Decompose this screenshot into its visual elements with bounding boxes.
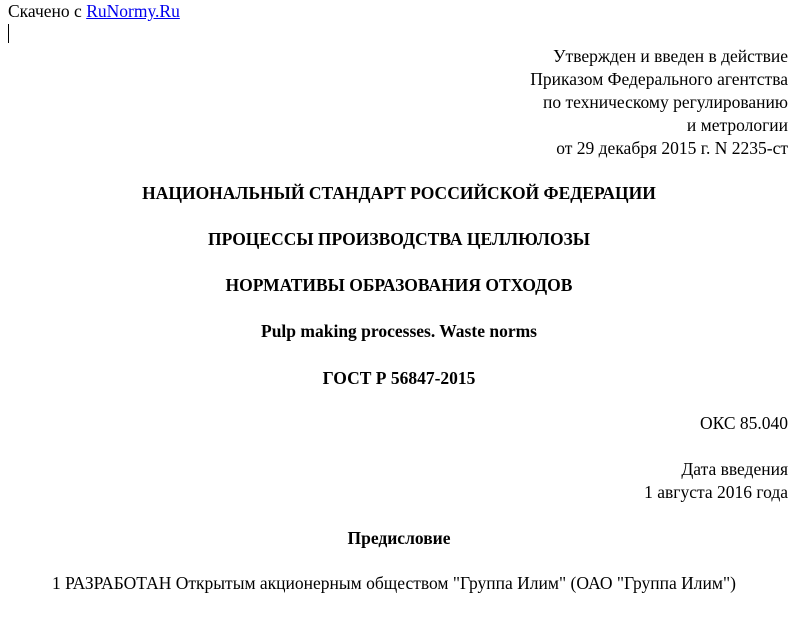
intro-date-value: 1 августа 2016 года bbox=[644, 482, 788, 502]
text-cursor bbox=[8, 24, 9, 43]
standard-title-line-2: НОРМАТИВЫ ОБРАЗОВАНИЯ ОТХОДОВ bbox=[225, 275, 573, 295]
approval-line: Приказом Федерального агентства bbox=[530, 69, 788, 89]
english-title: Pulp making processes. Waste norms bbox=[261, 321, 537, 341]
download-source-line bbox=[8, 0, 180, 22]
approval-line: по техническому регулированию bbox=[542, 92, 788, 112]
standard-title-line-1: ПРОЦЕССЫ ПРОИЗВОДСТВА ЦЕЛЛЮЛОЗЫ bbox=[208, 229, 590, 249]
approval-line: от 29 декабря 2015 г. N 2235-ст bbox=[556, 138, 788, 158]
foreword-item-1: 1 РАЗРАБОТАН Открытым акционерным обществом "Группа Илим" (ОАО "Группа Илим") bbox=[52, 573, 736, 593]
oks-code: ОКС 85.040 bbox=[699, 413, 788, 433]
foreword-title: Предисловие bbox=[347, 528, 451, 548]
intro-date-label: Дата введения bbox=[681, 459, 788, 479]
download-prefix: Скачено с bbox=[8, 1, 87, 21]
gost-code: ГОСТ Р 56847-2015 bbox=[322, 368, 476, 388]
approval-line: Утвержден и введен в действие bbox=[553, 46, 788, 66]
national-standard-heading: НАЦИОНАЛЬНЫЙ СТАНДАРТ РОССИЙСКОЙ ФЕДЕРАЦИИ bbox=[142, 183, 656, 203]
approval-line: и метрологии bbox=[686, 115, 788, 135]
approval-block bbox=[530, 45, 788, 160]
runormy-link[interactable]: RuNormy.Ru bbox=[86, 1, 180, 21]
